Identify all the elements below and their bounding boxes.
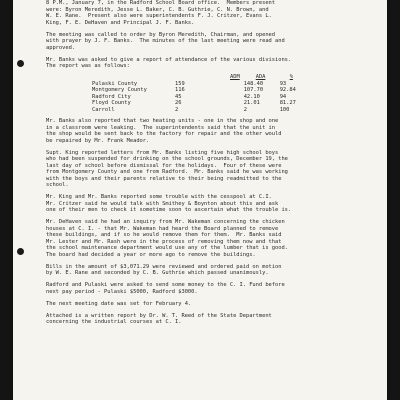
report-intro-paragraph: Mr. Banks was asked to give a report of attendance of the various divisions. The report was as follows:: [46, 56, 292, 69]
attendance-row: Radford City 45 42.10 94: [92, 93, 287, 100]
attendance-table: [92, 74, 296, 113]
letters-paragraph: Supt. King reported letters from Mr. Banks listing five high school boys who had been suspended for drinking on the school grounds, December 19, the last day of school before dismissal for the holidays. Four of these were from Montgomery County and one from Radford. Mr. Banks said he was working with the boys and their parents relative to their being readmitted to the school.: [46, 149, 288, 188]
attendance-row: Carroll 2 2 100: [92, 106, 290, 113]
header-adm: ADM: [230, 74, 240, 80]
document-page: [13, 0, 387, 400]
attachment-paragraph: Attached is a written report by Dr. W. T. Reed of the State Department concerning the industrial courses at C. I.: [46, 312, 272, 325]
heating-units-paragraph: Mr. Banks also reported that two heating units - one in the shop and one in a classroom were leaking. The superintendents said that the unit in the shop would be sent back to the factory for repair and the other would be repaired by Mr. Frank Meador.: [46, 118, 282, 144]
fund-paragraph: Radford and Pulaski were asked to send some money to the C. I. Fund before next pay period - Pulaski $5000, Radford $3000.: [46, 282, 285, 295]
cesspool-paragraph: Mr. King and Mr. Banks reported some trouble with the cesspool at C.I. Mr. Critzer said he would talk with Smithey & Boynton about this and ask one of their men to check it sometime soon to ascertain what the trouble is.: [46, 194, 292, 213]
punch-hole: [17, 248, 24, 255]
header-ada: ADA: [255, 74, 266, 80]
attendance-row: Floyd County 26 21.01 81.27: [92, 100, 296, 106]
minutes-text: [46, 0, 376, 331]
attendance-row: Pulaski County 159 148.40 93: [92, 80, 287, 87]
chicken-houses-paragraph: Mr. DeHaven said he had an inquiry from Mr. Wakeman concerning the chicken houses at C. I. - that Mr. Wakeman had heard the Board planned to remove these buildings, and if so he would remove them for them. Mr. Banks said Mr. Lester and Mr. Rash were in the process of removing them now and that the school maintenance department would use any of the lumber that is good. The board had decided a year or more ago to remove the buildings.: [46, 219, 288, 258]
attendance-row: Montgomery County 116 107.70 92.84: [92, 87, 296, 93]
header-percent: %: [289, 74, 293, 80]
next-meeting-paragraph: The next meeting date was set for February 4.: [46, 300, 192, 307]
opening-paragraph: 8 P.M., January 7, in the Radford School Board office. Members present were: Byron Meredith, Jesse L. Baker, C. B. Guthrie, C. N. Brown, and W. E. Rane. Present also were superintendents F. J. Critzer, Evans L. King, F. E. DeHaven and Principal J. F. Banks.: [46, 0, 276, 26]
meeting-paragraph: The meeting was called to order by Byron Meredith, Chairman, and opened with prayer by J. F. Banks. The minutes of the last meeting were read and approved.: [46, 31, 285, 51]
bills-paragraph: Bills in the amount of $3,071.29 were reviewed and ordered paid on motion by W. E. Rane and seconded by C. B. Guthrie which passed unanimously.: [46, 263, 282, 276]
punch-hole: [17, 60, 24, 67]
